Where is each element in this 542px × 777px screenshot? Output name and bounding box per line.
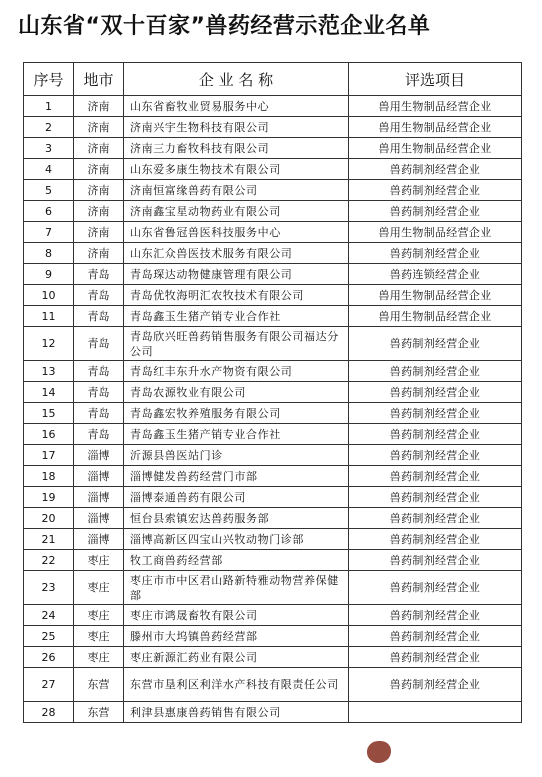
- row-category: 兽药制剂经营企业: [349, 201, 522, 222]
- row-enterprise-name: 淄博高新区四宝山兴牧动物门诊部: [124, 529, 349, 550]
- row-category: 兽药制剂经营企业: [349, 445, 522, 466]
- table-row: [24, 487, 522, 508]
- row-enterprise-name: 青岛鑫宏牧养殖服务有限公司: [124, 403, 349, 424]
- row-city: 济南: [74, 180, 124, 201]
- row-enterprise-name: 山东省畜牧业贸易服务中心: [124, 96, 349, 117]
- row-category: 兽药制剂经营企业: [349, 626, 522, 647]
- row-city: 枣庄: [74, 647, 124, 668]
- row-city: 济南: [74, 201, 124, 222]
- table-row: [24, 306, 522, 327]
- row-number: 25: [24, 626, 74, 647]
- table-row: [24, 201, 522, 222]
- row-number: 22: [24, 550, 74, 571]
- row-category: 兽药制剂经营企业: [349, 508, 522, 529]
- row-number: 15: [24, 403, 74, 424]
- header-city: 地市: [74, 63, 124, 96]
- row-number: 21: [24, 529, 74, 550]
- row-number: 19: [24, 487, 74, 508]
- row-enterprise-name: 沂源县兽医站门诊: [124, 445, 349, 466]
- row-enterprise-name: 青岛欣兴旺兽药销售服务有限公司福达分公司: [124, 327, 349, 361]
- row-number: 5: [24, 180, 74, 201]
- row-city: 枣庄: [74, 605, 124, 626]
- row-number: 20: [24, 508, 74, 529]
- row-enterprise-name: 青岛红丰东升水产物资有限公司: [124, 361, 349, 382]
- row-category: 兽用生物制品经营企业: [349, 117, 522, 138]
- table-row: [24, 222, 522, 243]
- row-enterprise-name: 利津县惠康兽药销售有限公司: [124, 702, 349, 723]
- row-number: 24: [24, 605, 74, 626]
- row-enterprise-name: 恒台县索镇宏达兽药服务部: [124, 508, 349, 529]
- row-city: 济南: [74, 117, 124, 138]
- row-enterprise-name: 滕州市大坞镇兽药经营部: [124, 626, 349, 647]
- table-row: [24, 117, 522, 138]
- table-row: [24, 508, 522, 529]
- row-enterprise-name: 青岛农源牧业有限公司: [124, 382, 349, 403]
- row-number: 27: [24, 668, 74, 702]
- row-city: 枣庄: [74, 550, 124, 571]
- row-enterprise-name: 山东省鲁冠兽医科技服务中心: [124, 222, 349, 243]
- row-enterprise-name: 山东汇众兽医技术服务有限公司: [124, 243, 349, 264]
- row-city: 东营: [74, 668, 124, 702]
- table-row: [24, 647, 522, 668]
- header-no: 序号: [24, 63, 74, 96]
- row-city: 济南: [74, 222, 124, 243]
- row-category: 兽药制剂经营企业: [349, 647, 522, 668]
- row-category: 兽用生物制品经营企业: [349, 222, 522, 243]
- row-category: 兽药制剂经营企业: [349, 327, 522, 361]
- row-category: 兽药制剂经营企业: [349, 550, 522, 571]
- table-row: [24, 159, 522, 180]
- table-row: [24, 180, 522, 201]
- row-city: 济南: [74, 243, 124, 264]
- row-city: 青岛: [74, 306, 124, 327]
- row-category: 兽药制剂经营企业: [349, 180, 522, 201]
- row-category: 兽药制剂经营企业: [349, 571, 522, 605]
- table-row: [24, 264, 522, 285]
- row-number: 8: [24, 243, 74, 264]
- row-number: 4: [24, 159, 74, 180]
- table-row: [24, 424, 522, 445]
- row-enterprise-name: 济南鑫宝星动物药业有限公司: [124, 201, 349, 222]
- row-number: 28: [24, 702, 74, 723]
- row-number: 14: [24, 382, 74, 403]
- row-category: 兽药制剂经营企业: [349, 424, 522, 445]
- row-category: 兽药制剂经营企业: [349, 605, 522, 626]
- row-number: 26: [24, 647, 74, 668]
- row-number: 18: [24, 466, 74, 487]
- row-city: 淄博: [74, 529, 124, 550]
- row-category: 兽药制剂经营企业: [349, 466, 522, 487]
- row-number: 3: [24, 138, 74, 159]
- row-enterprise-name: 淄博健发兽药经营门市部: [124, 466, 349, 487]
- row-category: 兽药制剂经营企业: [349, 487, 522, 508]
- row-number: 7: [24, 222, 74, 243]
- table-row: [24, 571, 522, 605]
- row-enterprise-name: 牧工商兽药经营部: [124, 550, 349, 571]
- header-name: 企 业 名 称: [124, 63, 349, 96]
- row-category: 兽药制剂经营企业: [349, 529, 522, 550]
- row-category: 兽用生物制品经营企业: [349, 96, 522, 117]
- row-city: 淄博: [74, 445, 124, 466]
- row-enterprise-name: 东营市垦利区利洋水产科技有限责任公司: [124, 668, 349, 702]
- row-number: 23: [24, 571, 74, 605]
- row-category: 兽药制剂经营企业: [349, 361, 522, 382]
- row-category: 兽药制剂经营企业: [349, 243, 522, 264]
- row-city: 青岛: [74, 403, 124, 424]
- table-row: [24, 626, 522, 647]
- page-title: 山东省“双十百家”兽药经营示范企业名单: [18, 14, 431, 39]
- table-row: [24, 138, 522, 159]
- row-city: 淄博: [74, 508, 124, 529]
- row-enterprise-name: 济南三力畜牧科技有限公司: [124, 138, 349, 159]
- row-enterprise-name: 青岛鑫玉生猪产销专业合作社: [124, 306, 349, 327]
- table-row: [24, 96, 522, 117]
- row-city: 青岛: [74, 424, 124, 445]
- row-enterprise-name: 青岛优牧海明汇农牧技术有限公司: [124, 285, 349, 306]
- enterprise-table: [23, 62, 522, 723]
- table-header-row: [24, 63, 522, 96]
- row-category: 兽药制剂经营企业: [349, 403, 522, 424]
- row-city: 枣庄: [74, 571, 124, 605]
- row-category: 兽药制剂经营企业: [349, 668, 522, 702]
- table-row: [24, 466, 522, 487]
- row-city: 青岛: [74, 327, 124, 361]
- table-row: [24, 702, 522, 723]
- row-enterprise-name: 青岛鑫玉生猪产销专业合作社: [124, 424, 349, 445]
- row-city: 淄博: [74, 487, 124, 508]
- row-city: 淄博: [74, 466, 124, 487]
- header-category: 评选项目: [349, 63, 522, 96]
- row-enterprise-name: 济南兴宇生物科技有限公司: [124, 117, 349, 138]
- row-number: 2: [24, 117, 74, 138]
- table-row: [24, 605, 522, 626]
- table-row: [24, 550, 522, 571]
- row-city: 东营: [74, 702, 124, 723]
- table-row: [24, 285, 522, 306]
- row-category: 兽药连锁经营企业: [349, 264, 522, 285]
- row-number: 12: [24, 327, 74, 361]
- row-city: 青岛: [74, 285, 124, 306]
- row-number: 9: [24, 264, 74, 285]
- row-number: 10: [24, 285, 74, 306]
- row-category: [349, 702, 522, 723]
- row-enterprise-name: 济南恒富缘兽药有限公司: [124, 180, 349, 201]
- row-city: 济南: [74, 138, 124, 159]
- row-city: 济南: [74, 96, 124, 117]
- row-number: 13: [24, 361, 74, 382]
- row-category: 兽用生物制品经营企业: [349, 285, 522, 306]
- row-category: 兽用生物制品经营企业: [349, 138, 522, 159]
- row-number: 16: [24, 424, 74, 445]
- table-row: [24, 668, 522, 702]
- row-city: 青岛: [74, 382, 124, 403]
- seal-stamp: [367, 741, 391, 763]
- table-row: [24, 529, 522, 550]
- table-body: [24, 96, 522, 723]
- row-number: 1: [24, 96, 74, 117]
- table-row: [24, 327, 522, 361]
- row-category: 兽药制剂经营企业: [349, 382, 522, 403]
- row-enterprise-name: 山东爱多康生物技术有限公司: [124, 159, 349, 180]
- table-row: [24, 361, 522, 382]
- row-city: 青岛: [74, 264, 124, 285]
- row-category: 兽用生物制品经营企业: [349, 306, 522, 327]
- table-row: [24, 243, 522, 264]
- row-enterprise-name: 枣庄新源汇药业有限公司: [124, 647, 349, 668]
- row-enterprise-name: 枣庄市鸿晟畜牧有限公司: [124, 605, 349, 626]
- row-enterprise-name: 青岛琛达动物健康管理有限公司: [124, 264, 349, 285]
- row-city: 枣庄: [74, 626, 124, 647]
- row-city: 青岛: [74, 361, 124, 382]
- row-number: 6: [24, 201, 74, 222]
- row-number: 17: [24, 445, 74, 466]
- row-enterprise-name: 枣庄市市中区君山路新特雅动物营养保健部: [124, 571, 349, 605]
- table-row: [24, 382, 522, 403]
- table-row: [24, 403, 522, 424]
- table-row: [24, 445, 522, 466]
- row-city: 济南: [74, 159, 124, 180]
- row-number: 11: [24, 306, 74, 327]
- row-category: 兽药制剂经营企业: [349, 159, 522, 180]
- row-enterprise-name: 淄博泰通兽药有限公司: [124, 487, 349, 508]
